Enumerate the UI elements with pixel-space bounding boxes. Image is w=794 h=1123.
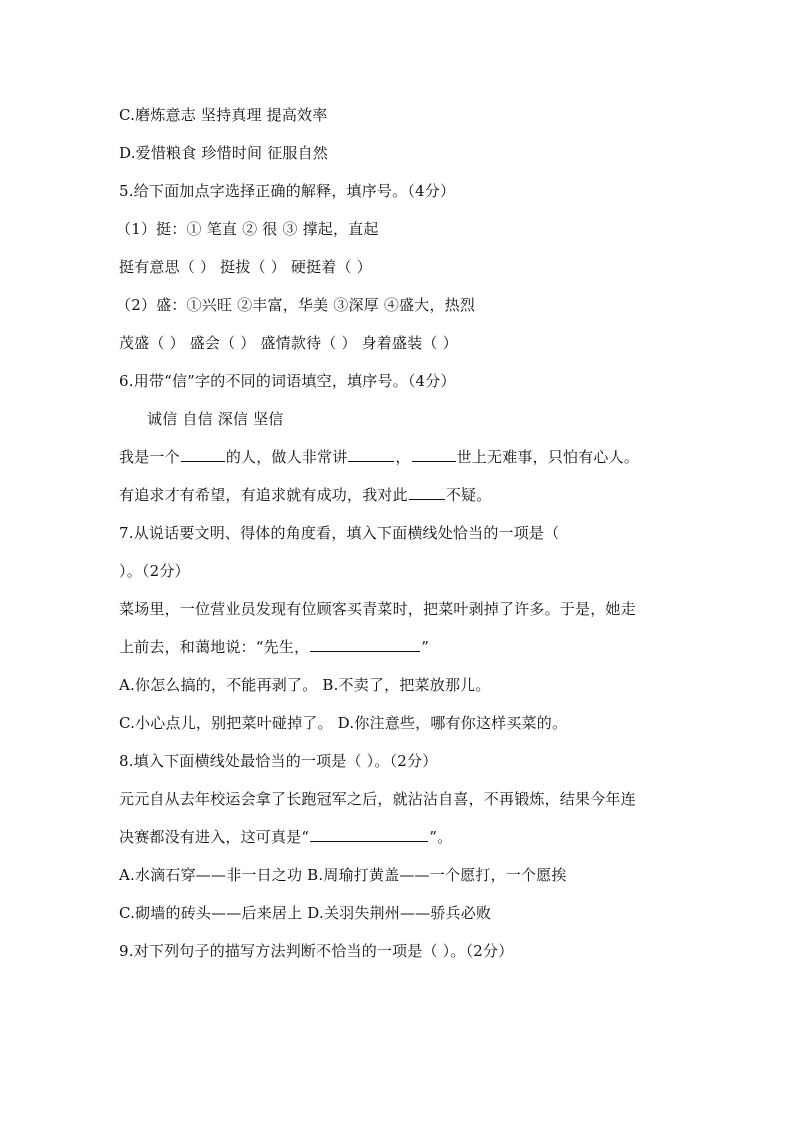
q7-passage-line-1: 菜场里，一位营业员发现有位顾客买青菜时，把菜叶剥掉了许多。于是，她走 [119, 600, 636, 618]
q5-part1-words: 挺有意思（ ） 挺拔（ ） 硬挺着（ ） [119, 258, 372, 276]
q8-options-cd: C.砌墙的砖头——后来居上 D.关羽失荆州——骄兵必败 [119, 904, 492, 922]
option-c-line: C.磨炼意志 坚持真理 提高效率 [119, 106, 328, 124]
question-9-title: 9.对下列句子的描写方法判断不恰当的一项是（ ）。（2分） [119, 942, 514, 960]
option-d-line: D.爱惜粮食 珍惜时间 征服自然 [119, 144, 328, 162]
q6-sentence-1-part-a: 我是一个 [119, 448, 180, 466]
q6-sentence-1-part-d: 世上无难事，只怕有心人。 [456, 448, 640, 466]
answer-blank[interactable] [412, 446, 456, 462]
answer-blank[interactable] [409, 484, 445, 500]
q6-sentence-2-part-b: 不疑。 [445, 486, 492, 504]
q5-part1-definitions: （1）挺：① 笔直 ② 很 ③ 撑起，直起 [116, 220, 379, 238]
q6-sentence-1-part-c: ， [395, 448, 411, 466]
q8-passage-line-2 [119, 826, 452, 848]
q8-passage-line-2-text: 决赛都没有进入，这可真是“ [119, 828, 310, 846]
q8-options-ab: A.水滴石穿——非一日之功 B.周瑜打黄盖——一个愿打，一个愿挨 [119, 866, 567, 884]
q5-part2-words: 茂盛（ ） 盛会（ ） 盛情款待（ ） 身着盛装（ ） [119, 334, 458, 352]
q6-word-choices: 诚信 自信 深信 坚信 [147, 410, 284, 428]
closing-quote: ”。 [429, 828, 453, 846]
question-8-title: 8.填入下面横线处最恰当的一项是（ ）。（2分） [119, 752, 438, 770]
q7-passage-line-2 [119, 636, 429, 658]
question-7-title: 7.从说话要文明、得体的角度看，填入下面横线处恰当的一项是（ [119, 524, 560, 542]
question-6-title: 6.用带“信”字的不同的词语填空，填序号。（4分） [119, 372, 456, 390]
question-7-title-cont: ）。（2分） [119, 562, 190, 580]
answer-blank[interactable] [181, 446, 225, 462]
q7-passage-line-2-text: 上前去，和蔼地说：“先生， [119, 638, 310, 656]
closing-quote: ” [421, 638, 430, 656]
q6-sentence-2-part-a: 有追求才有希望，有追求就有成功，我对此 [119, 486, 408, 504]
answer-blank[interactable] [348, 446, 394, 462]
q6-sentence-2 [119, 484, 491, 506]
question-5-title: 5.给下面加点字选择正确的解释，填序号。（4分） [119, 182, 456, 200]
q6-sentence-1-part-b: 的人，做人非常讲 [225, 448, 348, 466]
q8-passage-line-1: 元元自从去年校运会拿了长跑冠军之后，就沾沾自喜，不再锻炼，结果今年连 [119, 790, 636, 808]
q6-sentence-1 [119, 446, 639, 468]
answer-blank[interactable] [310, 636, 420, 652]
q7-options-cd: C.小心点儿，别把菜叶碰掉了。 D.你注意些，哪有你这样买菜的。 [119, 714, 568, 732]
q7-options-ab: A.你怎么搞的，不能再剥了。 B.不卖了，把菜放那儿。 [119, 676, 491, 694]
q5-part2-definitions: （2）盛：①兴旺 ②丰富，华美 ③深厚 ④盛大，热烈 [116, 296, 476, 314]
answer-blank[interactable] [310, 826, 428, 842]
